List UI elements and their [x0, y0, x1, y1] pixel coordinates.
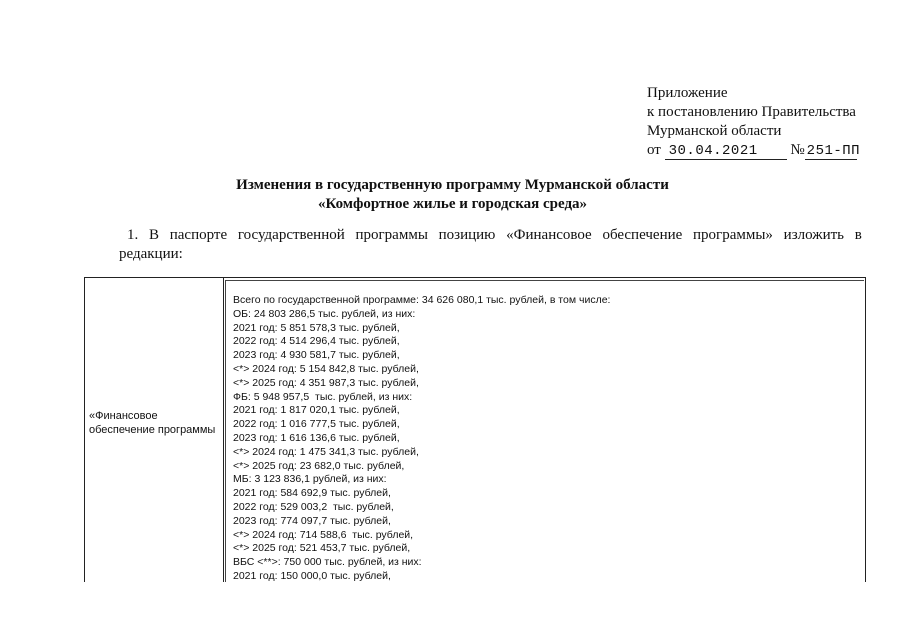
title-line-2: «Комфортное жилье и городская среда»: [317, 196, 588, 212]
paragraph-word: в: [854, 227, 862, 243]
financing-row: 2021 год: 150 000,0 тыс. рублей,: [233, 569, 391, 582]
financing-row: <*> 2025 год: 521 453,7 тыс. рублей,: [233, 542, 411, 555]
title-line-1: Изменения в государственную программу Мурманской области: [236, 177, 669, 193]
financing-row: 2022 год: 4 514 296,4 тыс. рублей,: [233, 335, 400, 348]
financing-row: МБ: 3 123 836,1 рублей, из них:: [233, 473, 387, 486]
financing-row: <*> 2024 год: 714 588,6 тыс. рублей,: [233, 528, 414, 541]
financing-table: [84, 277, 866, 582]
financing-row: 2022 год: 1 016 777,5 тыс. рублей,: [233, 418, 400, 431]
appendix-title: Приложение: [647, 85, 728, 101]
document-title: [0, 176, 905, 214]
label-line-2: обеспечение программы: [89, 424, 216, 436]
paragraph-word: «Финансовое: [506, 227, 592, 243]
paragraph-word: изложить: [783, 227, 845, 243]
resolution-date: 30.04.2021: [665, 143, 787, 160]
label-line-1: «Финансовое: [89, 410, 158, 422]
paragraph-line-1: [127, 226, 862, 245]
paragraph-1: [119, 226, 862, 264]
financing-row: ОБ: 24 803 286,5 тыс. рублей, из них:: [233, 307, 416, 320]
appendix-date-number: [647, 141, 861, 160]
paragraph-line-2: редакции:: [119, 246, 183, 262]
financing-row: 2023 год: 4 930 581,7 тыс. рублей,: [233, 349, 400, 362]
financing-row: 2021 год: 584 692,9 тыс. рублей,: [233, 487, 391, 500]
paragraph-word: программы»: [693, 227, 773, 243]
financing-row: 2023 год: 1 616 136,6 тыс. рублей,: [233, 431, 400, 444]
paragraph-word: программы: [355, 227, 428, 243]
paragraph-word: обеспечение: [602, 227, 683, 243]
financing-row: <*> 2025 год: 4 351 987,3 тыс. рублей,: [233, 376, 419, 389]
position-label-cell: [89, 409, 221, 437]
paragraph-word: 1.: [127, 227, 139, 243]
financing-row: <*> 2024 год: 1 475 341,3 тыс. рублей,: [233, 445, 419, 458]
appendix-resolution: к постановлению Правительства: [647, 104, 856, 120]
paragraph-word: государственной: [237, 227, 345, 243]
financing-row: ВБС <**>: 750 000 тыс. рублей, из них:: [233, 556, 422, 569]
financing-content-cell: [233, 294, 610, 584]
from-label: от: [647, 142, 661, 158]
financing-row: 2021 год: 5 851 578,3 тыс. рублей,: [233, 321, 400, 334]
resolution-number: 251-ПП: [806, 143, 861, 159]
financing-row: <*> 2024 год: 5 154 842,8 тыс. рублей,: [233, 362, 419, 375]
paragraph-word: паспорте: [169, 227, 228, 243]
appendix-block: [647, 84, 861, 160]
appendix-region: Мурманской области: [647, 123, 782, 139]
financing-row: 2023 год: 774 097,7 тыс. рублей,: [233, 514, 391, 527]
financing-row: 2021 год: 1 817 020,1 тыс. рублей,: [233, 404, 400, 417]
paragraph-word: В: [148, 227, 159, 243]
financing-row: Всего по государственной программе: 34 626 080,1 тыс. рублей, в том числе:: [233, 294, 611, 306]
paragraph-word: позицию: [438, 227, 496, 243]
column-divider: [223, 278, 224, 582]
number-label: №: [790, 142, 805, 158]
financing-row: ФБ: 5 948 957,5 тыс. рублей, из них:: [233, 390, 413, 403]
financing-row: <*> 2025 год: 23 682,0 тыс. рублей,: [233, 459, 405, 472]
financing-row: 2022 год: 529 003,2 тыс. рублей,: [233, 500, 394, 513]
